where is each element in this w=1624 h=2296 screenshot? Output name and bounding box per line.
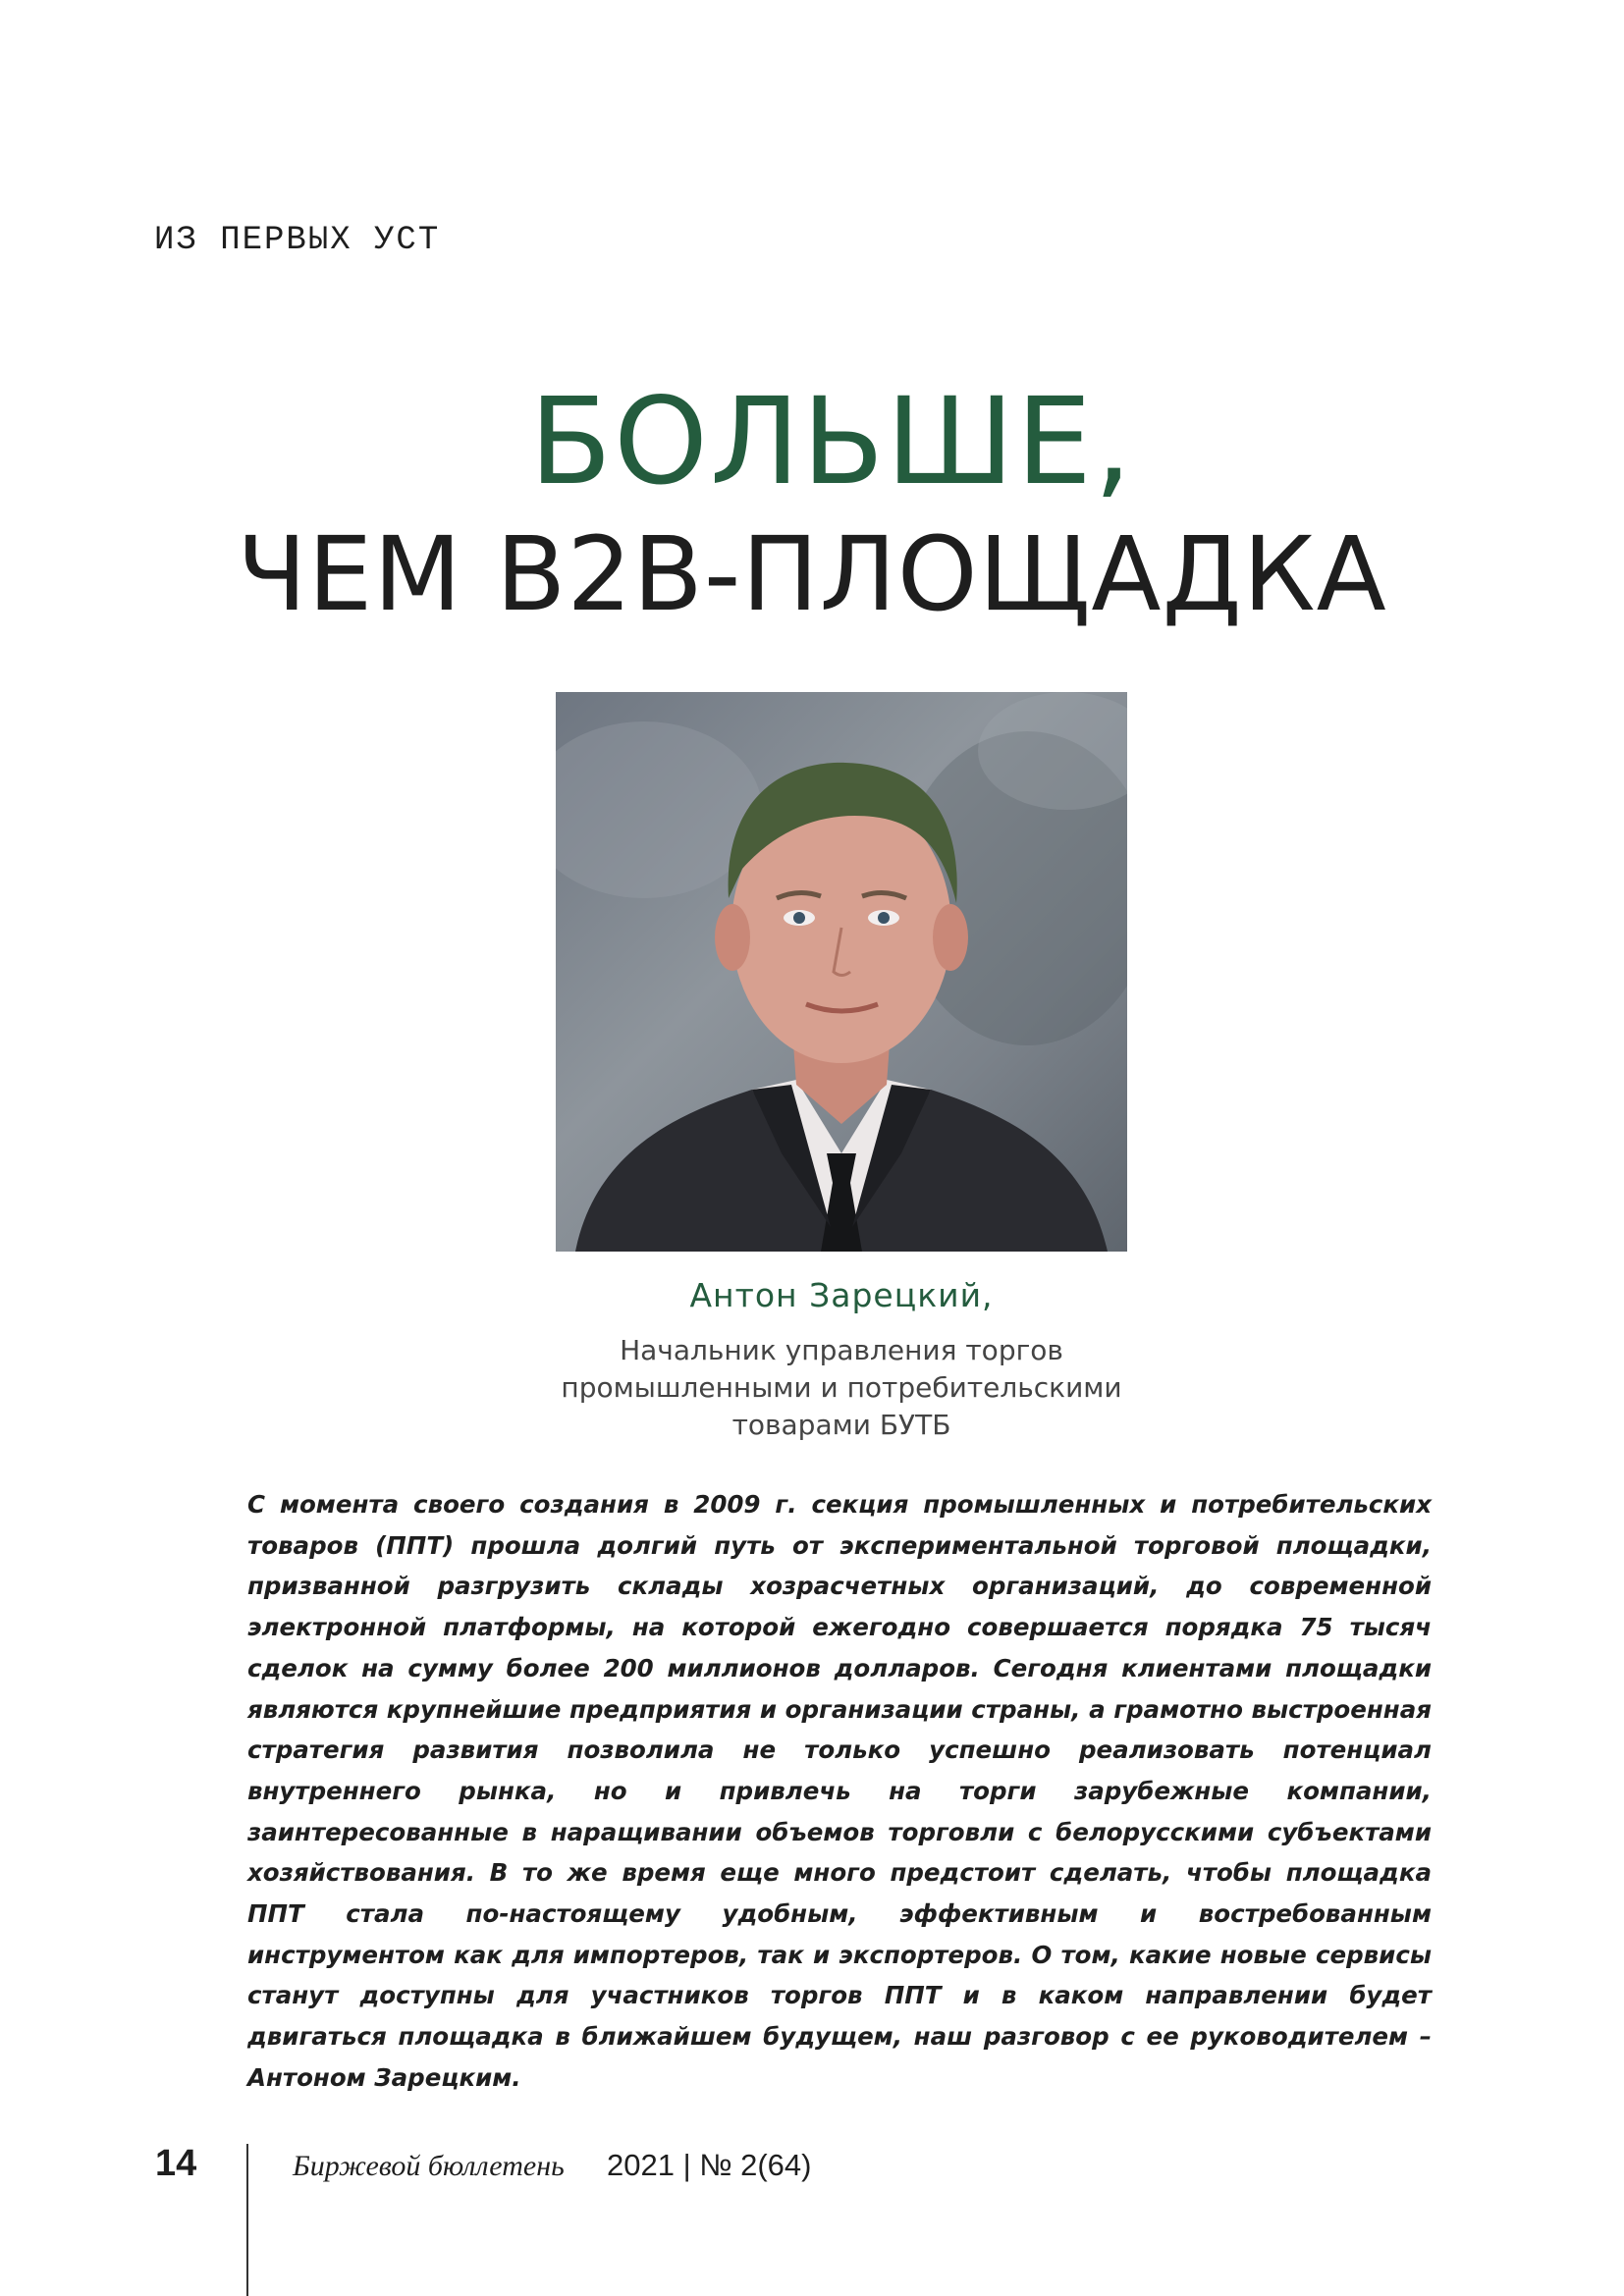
issue-number: 2021 | № 2(64): [607, 2148, 812, 2182]
role-line: Начальник управления торгов: [620, 1334, 1063, 1366]
portrait-photo: [556, 692, 1127, 1252]
person-role: [550, 1332, 1133, 1444]
page-number: 14: [155, 2143, 197, 2184]
journal-name: Биржевой бюллетень: [293, 2150, 565, 2182]
role-line: промышленными и потребительскими: [561, 1371, 1122, 1404]
footer-divider: [246, 2144, 248, 2296]
title-line-2: ЧЕМ B2B-ПЛОЩАДКА: [237, 514, 1387, 634]
person-name: Антон Зарецкий,: [689, 1276, 994, 1314]
lead-paragraph: С момента своего создания в 2009 г. секция промышленных и потребительских товаров (ППТ) прошла долгий путь от экспериментальной торговой площадки, призванной разгрузить склады хозрасчетных организаций, до современной электронной платформы, на которой ежегодно совершается порядка 75 тысяч сделок на сумму более 200 миллионов долларов. Сегодня клиентами площадки являются крупнейшие предприятия и организации страны, а грамотно выстроенная стратегия развития позволила не только успешно реализовать потенциал внутреннего рынка, но и привлечь на торги зарубежные компании, заинтересованные в наращивании объемов торговли с белорусскими субъектами хозяйствования. В то же время еще много предстоит сделать, чтобы площадка ППТ стала по-настоящему удобным, эффективным и востребованным инструментом как для импортеров, так и экспортеров. О том, какие новые сервисы станут доступны для участников торгов ППТ и в каком направлении будет двигаться площадка в ближайшем будущем, наш разговор с ее руководителем – Антоном Зарецким.: [247, 1490, 1432, 2092]
article-title: [0, 373, 1624, 638]
role-line: товарами БУТБ: [731, 1409, 951, 1441]
section-label: ИЗ ПЕРВЫХ УСТ: [154, 222, 441, 259]
title-line-1: БОЛЬШЕ,: [529, 372, 1134, 511]
